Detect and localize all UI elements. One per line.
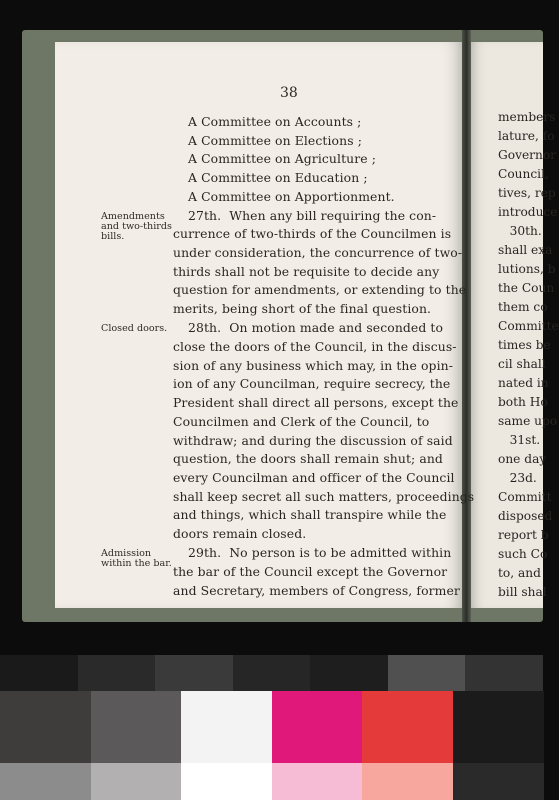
body-text-line: 29th. No person is to be admitted within [188,545,452,561]
margin-note [101,324,167,334]
body-text-line: under consideration, the concurrence of two- [173,244,463,260]
right-page-line: lutions, b [498,262,556,276]
committee-line: A Committee on Accounts ; [188,114,362,129]
right-page-line: Council, [498,167,553,181]
right-page-line: Committ [498,490,552,504]
committee-line: A Committee on Agriculture ; [188,151,377,167]
right-page-line: lature, fo [498,129,555,143]
color-swatch [91,691,182,763]
body-text-line: currence of two-thirds of the Councilmen is [173,226,452,242]
body-text-line: doors remain closed. [173,526,307,541]
margin-note-line: Closed doors. [101,323,168,335]
margin-note-line: bills. [101,230,125,242]
margin-note-line: Amendments [101,210,165,222]
body-text-line: President shall direct all persons, except the [173,395,459,411]
right-page-line: introduce [498,205,558,219]
body-text-line: Councilmen and Clerk of the Council, to [173,413,430,429]
body-text-line: sion of any business which may, in the opin- [173,357,453,373]
color-swatch [181,763,272,800]
right-page-line: them co [498,300,548,314]
color-swatch [310,655,388,691]
right-page-line: nated in [498,376,549,390]
body-text-line: ion of any Councilman, require secrecy, the [173,376,451,392]
body-text-line: question for amendments, or extending to the [173,282,467,298]
committee-line: A Committee on Education ; [188,170,368,186]
right-page-line: such Co [498,547,548,561]
margin-note-line: and two-thirds [101,220,172,232]
color-swatch [78,655,156,691]
color-swatch [272,691,363,763]
body-text-line: thirds shall not be requisite to decide any [173,263,440,279]
right-page-line: 23d. [498,471,537,485]
right-page-line: disposed [498,509,553,523]
page-number: 38 [280,85,298,101]
color-swatch [362,763,453,800]
right-page-line: 30th. [498,224,542,238]
body-text-line: merits, being short of the final question. [173,301,432,316]
body-text-line: and Secretary, members of Congress, former [173,582,460,598]
color-swatch [465,655,543,691]
right-page-line: Governor [498,148,557,162]
right-page [471,42,559,608]
color-swatch [91,763,182,800]
right-page-line: 31st. [498,433,541,447]
body-text-line: and things, which shall transpire while the [173,507,447,523]
right-page-line: the Coun [498,281,555,295]
margin-note [101,549,172,569]
color-swatch [362,691,453,763]
body-text-line: every Councilman and officer of the Council [173,469,455,485]
color-swatch [453,691,544,763]
right-page-line: Committe [498,319,559,333]
margin-note-line: Admission [101,548,152,560]
color-calibration-chart [0,655,543,800]
body-text-line: shall keep secret all such matters, proceedings [173,488,475,504]
right-page-line: bill shal [498,585,547,599]
color-swatch [0,763,91,800]
margin-note [101,212,172,242]
color-swatch [388,655,466,691]
right-page-line: tives, rep [498,186,556,200]
body-text-line: 28th. On motion made and seconded to [188,320,444,336]
margin-note-line: within the bar. [101,558,172,570]
right-page-line: members [498,110,556,124]
color-swatch [233,655,311,691]
right-page-line: times be [498,338,551,352]
right-page-line: one day [498,452,547,466]
color-swatch [0,691,91,763]
right-page-line: both Ho [498,395,548,409]
body-text-line: question, the doors shall remain shut; and [173,451,443,467]
color-swatch [181,691,272,763]
color-swatch [0,655,78,691]
body-text-line: the bar of the Council except the Governor [173,564,448,579]
book-gutter [462,30,471,622]
body-text-line: 27th. When any bill requiring the con- [188,207,437,223]
committee-line: A Committee on Apportionment. [188,188,395,204]
right-page-line: cil shall [498,357,546,371]
committee-line: A Committee on Elections ; [188,132,362,148]
color-swatch [453,763,544,800]
right-page-line: to, and [498,566,541,580]
right-page-line: report b [498,528,549,542]
body-text-line: withdraw; and during the discussion of said [173,432,453,448]
body-text-line: close the doors of the Council, in the discus- [173,339,457,354]
color-swatch [272,763,363,800]
right-page-line: shall exa [498,243,553,257]
right-page-line: same upo [498,414,558,428]
color-swatch [155,655,233,691]
